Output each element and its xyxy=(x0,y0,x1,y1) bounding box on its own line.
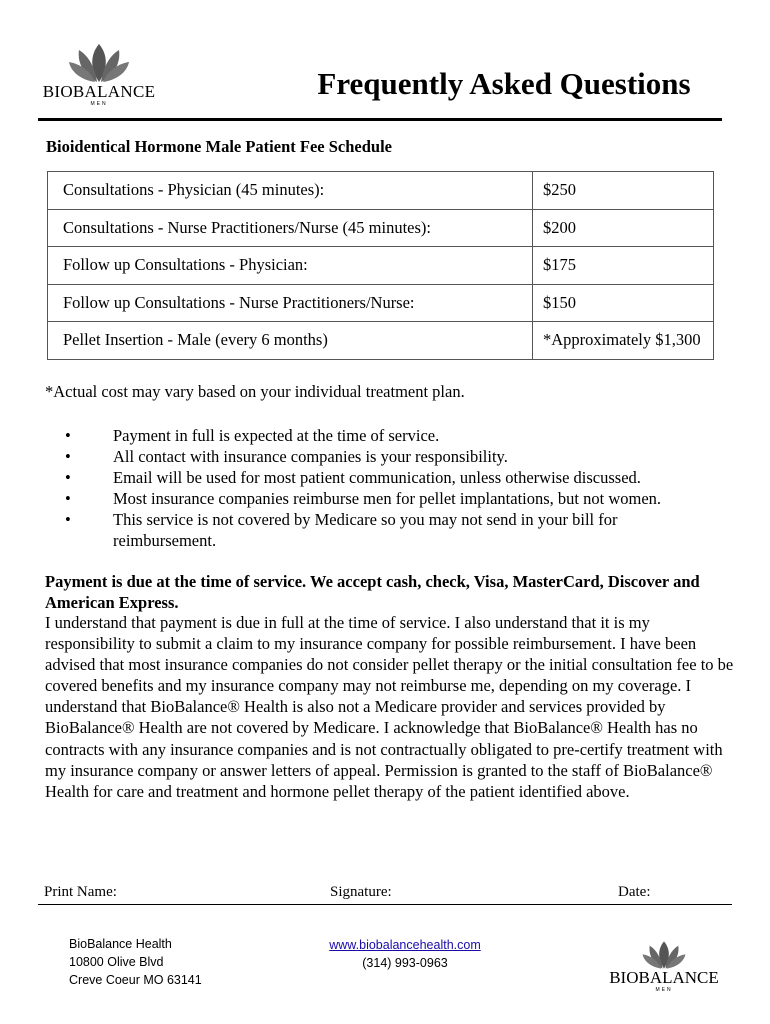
table-row xyxy=(48,322,714,360)
signature-line xyxy=(38,884,732,905)
list-item xyxy=(60,446,720,467)
table-row xyxy=(48,172,714,210)
list-item-text: Most insurance companies reimburse men for pellet implantations, but not women. xyxy=(113,489,662,508)
table-row xyxy=(48,209,714,247)
bullet-icon: • xyxy=(65,426,71,445)
agreement-paragraph: I understand that payment is due in full at the time of service. I also understand that it is my responsibility to submit a claim to my insurance company for possible reimbursement. I have been advised that most insurance companies do not consider pellet therapy or the initial consultation fee to be covered benefits and my insurance company may not reimburse me, depending on my coverage. I understand that BioBalance® Health is also not a Medicare provider and services provided by BioBalance® Health are not covered by Medicare. I acknowledge that BioBalance® Health has no contracts with any insurance companies and is not contractually obligated to pre-certify treatment with my insurance company or answer letters of appeal. Permission is granted to the staff of BioBalance® Health for care and treatment and hormone pellet therapy of the patient identified above. xyxy=(45,613,734,801)
list-item-text: Payment in full is expected at the time of service. xyxy=(113,426,440,445)
price-cell: $250 xyxy=(533,172,714,210)
date-label: Date: xyxy=(618,884,651,900)
list-item xyxy=(60,425,720,446)
table-row xyxy=(48,247,714,285)
cost-note: *Actual cost may vary based on your individual treatment plan. xyxy=(45,382,465,401)
price-cell: *Approximately $1,300 xyxy=(533,322,714,360)
policy-list xyxy=(60,425,720,551)
logo-sub: MEN xyxy=(90,101,108,107)
list-item-text: All contact with insurance companies is your responsibility. xyxy=(113,447,508,466)
bullet-icon: • xyxy=(65,510,71,529)
phone-number: (314) 993-0963 xyxy=(362,956,448,970)
payment-statement: Payment is due at the time of service. We accept cash, check, Visa, MasterCard, Discover and American Express. xyxy=(45,572,700,612)
service-cell: Pellet Insertion - Male (every 6 months) xyxy=(48,322,533,360)
fee-schedule-heading: Bioidentical Hormone Male Patient Fee Schedule xyxy=(46,137,392,156)
logo-brand: BIOBALANCE xyxy=(609,968,719,987)
street-address: 10800 Olive Blvd xyxy=(69,955,164,969)
bullet-icon: • xyxy=(65,468,71,487)
footer-logo xyxy=(604,940,724,993)
bullet-icon: • xyxy=(65,447,71,466)
footer-address xyxy=(69,935,202,989)
lotus-leaf-icon xyxy=(67,42,131,84)
list-item xyxy=(60,467,720,488)
list-item-text: This service is not covered by Medicare so you may not send in your bill for reimbursement. xyxy=(113,510,618,550)
service-cell: Consultations - Nurse Practitioners/Nurse (45 minutes): xyxy=(48,209,533,247)
service-cell: Consultations - Physician (45 minutes): xyxy=(48,172,533,210)
fee-schedule-table xyxy=(47,171,714,360)
price-cell: $175 xyxy=(533,247,714,285)
footer-contact xyxy=(300,936,510,972)
list-item xyxy=(60,488,720,509)
print-name-label: Print Name: xyxy=(44,884,117,900)
title-divider xyxy=(38,118,722,121)
price-cell: $150 xyxy=(533,284,714,322)
website-link[interactable]: www.biobalancehealth.com xyxy=(329,938,481,952)
header-logo xyxy=(40,42,158,107)
bullet-icon: • xyxy=(65,489,71,508)
table-row xyxy=(48,284,714,322)
lotus-leaf-icon xyxy=(641,940,687,970)
logo-sub: MEN xyxy=(655,987,673,993)
signature-label: Signature: xyxy=(330,884,392,900)
list-item-text: Email will be used for most patient communication, unless otherwise discussed. xyxy=(113,468,641,487)
service-cell: Follow up Consultations - Physician: xyxy=(48,247,533,285)
list-item xyxy=(60,509,720,551)
service-cell: Follow up Consultations - Nurse Practitioners/Nurse: xyxy=(48,284,533,322)
city-address: Creve Coeur MO 63141 xyxy=(69,973,202,987)
price-cell: $200 xyxy=(533,209,714,247)
logo-brand: BIOBALANCE xyxy=(42,82,156,101)
company-name: BioBalance Health xyxy=(69,937,172,951)
page-title: Frequently Asked Questions xyxy=(317,66,691,101)
